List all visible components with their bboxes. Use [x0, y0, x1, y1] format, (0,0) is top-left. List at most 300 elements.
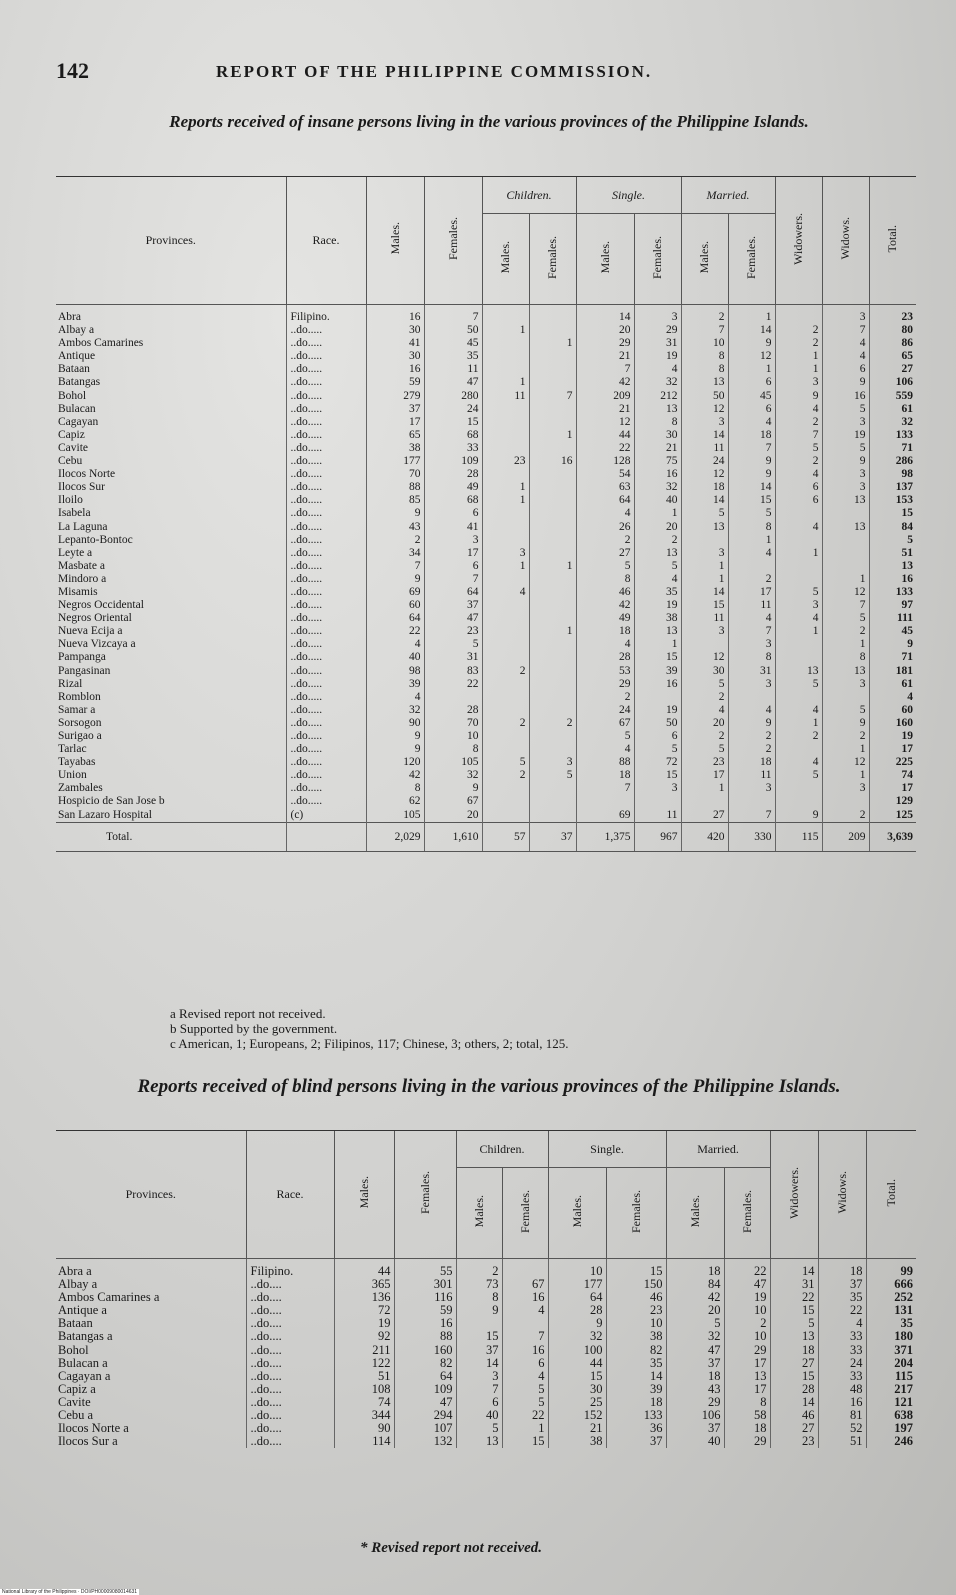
col-single-males: Males.: [576, 214, 634, 305]
value-cell: 22: [424, 678, 482, 691]
province-cell: Leyte a: [58, 546, 93, 559]
value-cell: 10: [424, 730, 482, 743]
value-cell: 2: [681, 691, 728, 704]
value-cell: 14: [681, 586, 728, 599]
value-cell: 12: [822, 756, 869, 769]
value-cell: [529, 442, 576, 455]
value-cell: 33: [818, 1344, 866, 1357]
table-row: [56, 363, 916, 376]
value-cell: 39: [634, 665, 681, 678]
table-row: [56, 573, 916, 586]
value-cell: 86: [869, 337, 916, 350]
value-cell: 15: [634, 651, 681, 664]
race-cell: ..do.....: [286, 743, 366, 756]
value-cell: 60: [366, 599, 424, 612]
value-cell: 280: [424, 390, 482, 403]
value-cell: 177: [548, 1278, 606, 1291]
value-cell: 55: [394, 1259, 456, 1279]
value-cell: 7: [775, 429, 822, 442]
value-cell: 45: [869, 625, 916, 638]
province-cell: Capiz a: [58, 1382, 96, 1396]
value-cell: 47: [424, 376, 482, 389]
value-cell: 10: [548, 1259, 606, 1279]
value-cell: [529, 376, 576, 389]
value-cell: 10: [724, 1330, 770, 1343]
value-cell: 38: [634, 612, 681, 625]
value-cell: 18: [576, 769, 634, 782]
col-total: Total.: [866, 1131, 916, 1259]
col-males: Males.: [366, 177, 424, 305]
table-row: [56, 324, 916, 337]
value-cell: 67: [502, 1278, 548, 1291]
value-cell: 41: [424, 521, 482, 534]
value-cell: 1: [482, 560, 529, 573]
total-cell: 3,639: [869, 822, 916, 851]
race-cell: ..do.....: [286, 390, 366, 403]
value-cell: 106: [666, 1409, 724, 1422]
province-cell: Tayabas: [58, 756, 96, 769]
table-row: [56, 1409, 916, 1422]
total-cell: 57: [482, 822, 529, 851]
value-cell: 30: [366, 324, 424, 337]
race-cell: Filipino.: [286, 305, 366, 325]
table-row: [56, 507, 916, 520]
col-married: Married.: [681, 177, 775, 214]
value-cell: 41: [366, 337, 424, 350]
table-row: [56, 599, 916, 612]
value-cell: 48: [818, 1383, 866, 1396]
value-cell: [482, 730, 529, 743]
race-cell: ..do.....: [286, 468, 366, 481]
value-cell: 65: [869, 350, 916, 363]
value-cell: 90: [366, 717, 424, 730]
value-cell: 15: [770, 1370, 818, 1383]
value-cell: 114: [334, 1435, 394, 1448]
value-cell: 14: [681, 494, 728, 507]
value-cell: 14: [728, 481, 775, 494]
province-cell: Cagayan a: [58, 1369, 111, 1383]
province-cell: Negros Oriental: [58, 612, 132, 625]
value-cell: [529, 494, 576, 507]
value-cell: 3: [634, 782, 681, 795]
race-cell: ..do.....: [286, 534, 366, 547]
table-row: [56, 809, 916, 823]
value-cell: 2: [681, 305, 728, 325]
value-cell: 5: [576, 560, 634, 573]
value-cell: 90: [334, 1422, 394, 1435]
value-cell: 10: [681, 337, 728, 350]
value-cell: 252: [866, 1291, 916, 1304]
value-cell: 27: [576, 547, 634, 560]
value-cell: 2: [576, 534, 634, 547]
race-cell: ..do.....: [286, 337, 366, 350]
value-cell: 5: [634, 743, 681, 756]
province-cell: Batangas: [58, 376, 101, 389]
value-cell: 16: [634, 678, 681, 691]
value-cell: 129: [869, 795, 916, 808]
table-row: [56, 442, 916, 455]
value-cell: 7: [576, 782, 634, 795]
value-cell: [482, 599, 529, 612]
value-cell: 47: [424, 612, 482, 625]
value-cell: 29: [576, 678, 634, 691]
value-cell: 19: [724, 1291, 770, 1304]
value-cell: 15: [502, 1435, 548, 1448]
value-cell: 4: [728, 547, 775, 560]
value-cell: 7: [529, 390, 576, 403]
race-cell: ..do.....: [286, 638, 366, 651]
value-cell: [529, 481, 576, 494]
value-cell: [482, 573, 529, 586]
table-row: [56, 1291, 916, 1304]
value-cell: 4: [728, 704, 775, 717]
value-cell: 18: [666, 1259, 724, 1279]
province-cell: Capiz: [58, 428, 85, 441]
value-cell: 13: [681, 521, 728, 534]
value-cell: [775, 534, 822, 547]
value-cell: 9: [728, 455, 775, 468]
value-cell: 5: [775, 442, 822, 455]
province-cell: Romblon: [58, 690, 101, 703]
value-cell: 7: [366, 560, 424, 573]
table-row: [56, 769, 916, 782]
value-cell: 2: [728, 730, 775, 743]
value-cell: 5: [775, 586, 822, 599]
province-cell: Cebu: [58, 455, 83, 468]
value-cell: 18: [681, 481, 728, 494]
value-cell: [822, 795, 869, 808]
value-cell: 14: [456, 1357, 502, 1370]
value-cell: 9: [548, 1317, 606, 1330]
value-cell: 9: [366, 573, 424, 586]
value-cell: 136: [334, 1291, 394, 1304]
value-cell: 30: [366, 350, 424, 363]
value-cell: 211: [334, 1344, 394, 1357]
race-cell: ..do.....: [286, 795, 366, 808]
value-cell: 69: [366, 586, 424, 599]
value-cell: 9: [869, 638, 916, 651]
province-cell: Ilocos Sur a: [58, 1435, 118, 1449]
value-cell: 24: [424, 403, 482, 416]
value-cell: 21: [634, 442, 681, 455]
footnote-b: b Supported by the government.: [170, 1021, 338, 1036]
value-cell: [529, 507, 576, 520]
value-cell: 8: [724, 1396, 770, 1409]
race-cell: ..do....: [246, 1344, 334, 1357]
value-cell: 7: [728, 442, 775, 455]
value-cell: 9: [424, 782, 482, 795]
value-cell: 32: [424, 769, 482, 782]
race-cell: ..do.....: [286, 625, 366, 638]
value-cell: 64: [424, 586, 482, 599]
footnote-a: a Revised report not received.: [170, 1006, 326, 1021]
value-cell: [822, 547, 869, 560]
value-cell: 31: [728, 665, 775, 678]
value-cell: 4: [576, 638, 634, 651]
value-cell: 15: [634, 769, 681, 782]
value-cell: 128: [576, 455, 634, 468]
value-cell: 4: [576, 743, 634, 756]
race-cell: ..do....: [246, 1435, 334, 1448]
value-cell: 54: [576, 468, 634, 481]
value-cell: 5: [822, 442, 869, 455]
value-cell: 1: [775, 717, 822, 730]
province-cell: Bataan: [58, 1317, 93, 1331]
value-cell: 301: [394, 1278, 456, 1291]
value-cell: 133: [869, 586, 916, 599]
value-cell: 2: [822, 625, 869, 638]
value-cell: 5: [775, 678, 822, 691]
value-cell: [482, 442, 529, 455]
value-cell: 20: [424, 809, 482, 823]
value-cell: 22: [502, 1409, 548, 1422]
province-cell: Misamis: [58, 585, 98, 598]
value-cell: 60: [869, 704, 916, 717]
value-cell: 23: [424, 625, 482, 638]
value-cell: 2: [482, 665, 529, 678]
race-cell: ..do.....: [286, 403, 366, 416]
value-cell: 9: [728, 468, 775, 481]
value-cell: 2: [634, 534, 681, 547]
value-cell: 14: [576, 305, 634, 325]
value-cell: 42: [576, 599, 634, 612]
value-cell: 23: [869, 305, 916, 325]
race-cell: ..do.....: [286, 651, 366, 664]
total-cell: 1,610: [424, 822, 482, 851]
value-cell: 13: [822, 521, 869, 534]
value-cell: 1: [529, 429, 576, 442]
value-cell: 72: [634, 756, 681, 769]
value-cell: [775, 651, 822, 664]
value-cell: 4: [869, 691, 916, 704]
value-cell: 8: [456, 1291, 502, 1304]
value-cell: 3: [775, 599, 822, 612]
table-row: [56, 560, 916, 573]
value-cell: 44: [548, 1357, 606, 1370]
value-cell: 71: [869, 651, 916, 664]
value-cell: 4: [634, 573, 681, 586]
col-single: Single.: [548, 1131, 666, 1168]
value-cell: 2: [482, 769, 529, 782]
value-cell: [728, 560, 775, 573]
value-cell: [529, 305, 576, 325]
value-cell: 100: [548, 1344, 606, 1357]
value-cell: 6: [775, 494, 822, 507]
value-cell: 286: [869, 455, 916, 468]
value-cell: 4: [818, 1317, 866, 1330]
value-cell: 105: [424, 756, 482, 769]
col-children-females: Females.: [502, 1168, 548, 1259]
value-cell: [482, 704, 529, 717]
table-row: [56, 586, 916, 599]
value-cell: 39: [606, 1383, 666, 1396]
value-cell: 20: [634, 521, 681, 534]
province-cell: Negros Occidental: [58, 599, 144, 612]
value-cell: 1: [728, 363, 775, 376]
value-cell: 2: [775, 324, 822, 337]
value-cell: 22: [366, 625, 424, 638]
col-widows: Widows.: [818, 1131, 866, 1259]
value-cell: 29: [724, 1344, 770, 1357]
value-cell: 5: [666, 1317, 724, 1330]
value-cell: 5: [775, 769, 822, 782]
value-cell: [482, 691, 529, 704]
value-cell: 6: [424, 507, 482, 520]
value-cell: 98: [869, 468, 916, 481]
value-cell: 32: [548, 1330, 606, 1343]
value-cell: 22: [576, 442, 634, 455]
value-cell: 51: [334, 1370, 394, 1383]
value-cell: 5: [634, 560, 681, 573]
province-cell: Nueva Ecija a: [58, 625, 123, 638]
col-single-females: Females.: [634, 214, 681, 305]
value-cell: 15: [548, 1370, 606, 1383]
value-cell: 5: [822, 704, 869, 717]
value-cell: 22: [770, 1291, 818, 1304]
value-cell: [482, 350, 529, 363]
value-cell: 209: [576, 390, 634, 403]
col-single-males: Males.: [548, 1168, 606, 1259]
province-cell: Ilocos Sur: [58, 481, 105, 494]
value-cell: [482, 678, 529, 691]
col-married: Married.: [666, 1131, 770, 1168]
value-cell: 294: [394, 1409, 456, 1422]
table-row: [56, 494, 916, 507]
province-cell: Surigao a: [58, 730, 102, 742]
table-row: [56, 390, 916, 403]
value-cell: 21: [576, 350, 634, 363]
col-widowers: Widowers.: [770, 1131, 818, 1259]
value-cell: 1: [822, 638, 869, 651]
value-cell: 14: [770, 1396, 818, 1409]
value-cell: [775, 795, 822, 808]
table-row: [56, 717, 916, 730]
value-cell: 2: [822, 730, 869, 743]
value-cell: 2: [724, 1317, 770, 1330]
value-cell: 64: [548, 1291, 606, 1304]
value-cell: 9: [822, 455, 869, 468]
value-cell: 16: [366, 363, 424, 376]
province-cell: Antique: [58, 350, 96, 363]
value-cell: 8: [681, 363, 728, 376]
value-cell: 12: [728, 350, 775, 363]
value-cell: 4: [576, 507, 634, 520]
value-cell: 16: [634, 468, 681, 481]
value-cell: 6: [775, 481, 822, 494]
total-cell: 1,375: [576, 822, 634, 851]
value-cell: 32: [666, 1330, 724, 1343]
value-cell: 51: [818, 1435, 866, 1448]
value-cell: 37: [366, 403, 424, 416]
table-row: [56, 1344, 916, 1357]
value-cell: 559: [869, 390, 916, 403]
value-cell: 16: [529, 455, 576, 468]
value-cell: [775, 305, 822, 325]
value-cell: 4: [775, 704, 822, 717]
table-row: [56, 782, 916, 795]
value-cell: 73: [456, 1278, 502, 1291]
value-cell: 34: [366, 547, 424, 560]
value-cell: 63: [576, 481, 634, 494]
value-cell: 8: [634, 416, 681, 429]
table-row: [56, 416, 916, 429]
total-cell: 209: [822, 822, 869, 851]
value-cell: 18: [818, 1259, 866, 1279]
value-cell: 75: [634, 455, 681, 468]
value-cell: 21: [576, 403, 634, 416]
value-cell: 59: [394, 1304, 456, 1317]
value-cell: 32: [869, 416, 916, 429]
total-row: [56, 822, 916, 851]
race-cell: ..do.....: [286, 376, 366, 389]
value-cell: 3: [822, 416, 869, 429]
value-cell: 47: [666, 1344, 724, 1357]
table-row: [56, 625, 916, 638]
value-cell: 4: [728, 612, 775, 625]
insane-table-title: Reports received of insane persons living in the various provinces of the Philippine Islands.: [169, 112, 809, 131]
province-cell: Albay a: [58, 324, 95, 337]
value-cell: 13: [775, 665, 822, 678]
value-cell: 4: [482, 586, 529, 599]
value-cell: 52: [818, 1422, 866, 1435]
value-cell: 58: [724, 1409, 770, 1422]
table-row: [56, 1435, 916, 1448]
value-cell: 88: [576, 756, 634, 769]
value-cell: [482, 429, 529, 442]
value-cell: [482, 468, 529, 481]
footnotes: [170, 1006, 569, 1051]
value-cell: [482, 507, 529, 520]
value-cell: 99: [866, 1259, 916, 1279]
province-cell: Isabela: [58, 507, 91, 520]
value-cell: 13: [822, 665, 869, 678]
value-cell: 13: [681, 376, 728, 389]
value-cell: 3: [482, 547, 529, 560]
value-cell: 9: [822, 717, 869, 730]
value-cell: 13: [724, 1370, 770, 1383]
value-cell: 107: [394, 1422, 456, 1435]
value-cell: [482, 363, 529, 376]
value-cell: 27: [770, 1357, 818, 1370]
value-cell: [529, 416, 576, 429]
value-cell: 9: [728, 717, 775, 730]
value-cell: [529, 547, 576, 560]
value-cell: 8: [681, 350, 728, 363]
value-cell: 12: [681, 403, 728, 416]
value-cell: 50: [634, 717, 681, 730]
value-cell: 30: [634, 429, 681, 442]
value-cell: 28: [770, 1383, 818, 1396]
race-cell: ..do.....: [286, 350, 366, 363]
page-number: 142: [56, 58, 89, 83]
province-cell: Nueva Vizcaya a: [58, 638, 136, 651]
table-row: [56, 1278, 916, 1291]
race-cell: ..do....: [246, 1317, 334, 1330]
value-cell: 1: [634, 507, 681, 520]
race-cell: ..do.....: [286, 586, 366, 599]
value-cell: 133: [606, 1409, 666, 1422]
value-cell: 181: [869, 665, 916, 678]
value-cell: 1: [529, 560, 576, 573]
value-cell: 8: [728, 651, 775, 664]
running-title: REPORT OF THE PHILIPPINE COMMISSION.: [216, 62, 653, 81]
value-cell: 1: [775, 363, 822, 376]
value-cell: 84: [869, 521, 916, 534]
value-cell: 9: [775, 809, 822, 823]
value-cell: 47: [724, 1278, 770, 1291]
value-cell: 23: [681, 756, 728, 769]
value-cell: 43: [666, 1383, 724, 1396]
